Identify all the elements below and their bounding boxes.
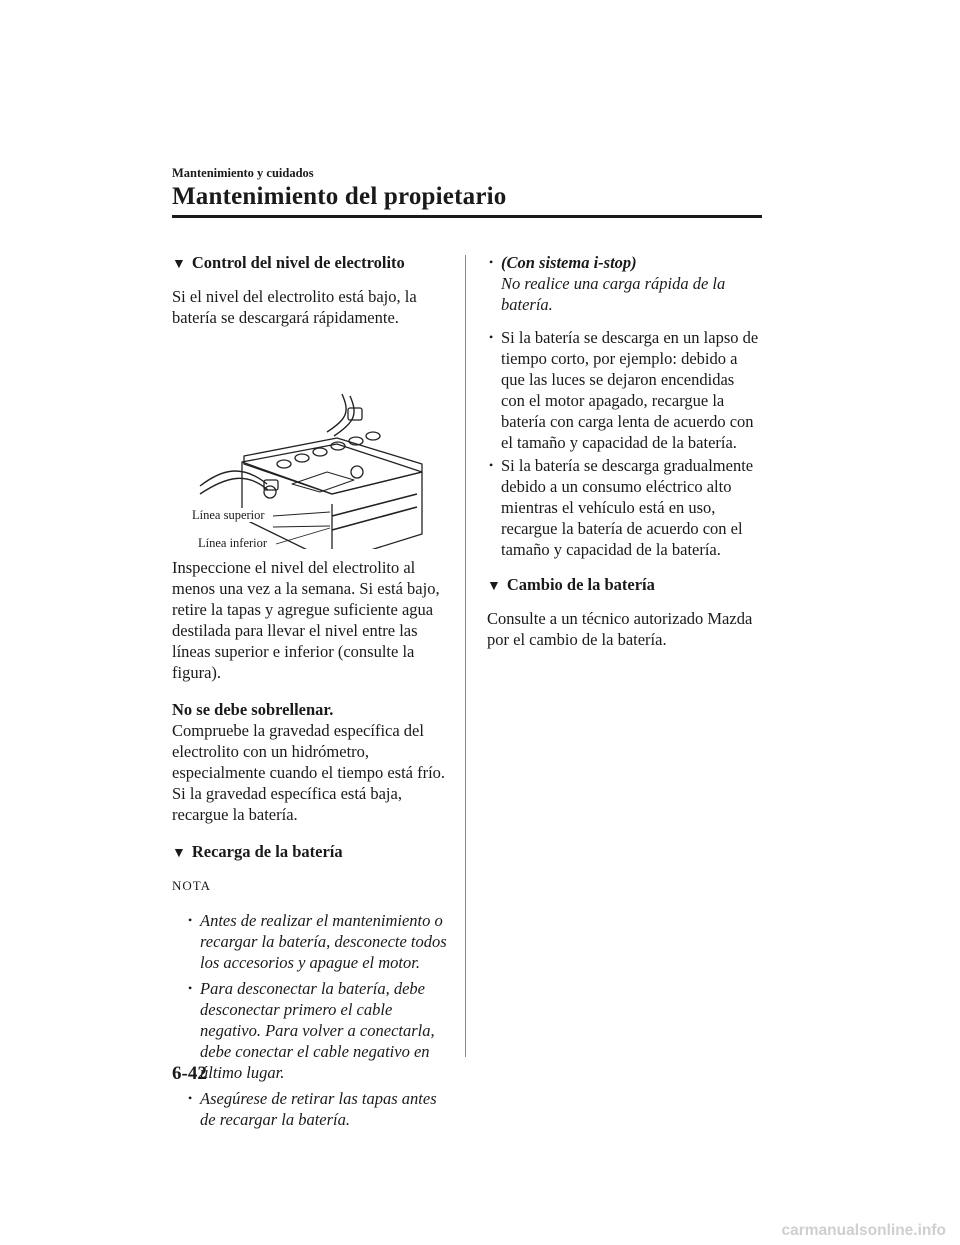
paragraph-inspect: Inspeccione el nivel del electrolito al menos una vez a la semana. Si está bajo, retire la tapas y agregue suficiente agua destilada para llevar el nivel entre las líneas superior e inferior (consulte la figura). <box>172 558 440 682</box>
page-title: Mantenimiento del propietario <box>172 183 507 210</box>
bullet-dot-icon: • <box>489 255 494 269</box>
list-item: • Asegúrese de retirar las tapas antes de recargar la batería. <box>188 1089 437 1129</box>
list-item: • Antes de realizar el mantenimiento o recargar la batería, desconecte todos los accesorios y apague el motor. <box>188 911 447 972</box>
bullet-dot-icon: • <box>188 981 193 995</box>
heading-recharge-text: Recarga de la batería <box>191 842 343 861</box>
bullet-dot-icon: • <box>188 913 193 927</box>
battery-figure <box>172 344 452 549</box>
heading-recharge <box>172 841 452 864</box>
list-item: • Si la batería se descarga en un lapso de tiempo corto, por ejemplo: debido a que las luces se dejaron encendidas con el motor apagado, recargue la batería con carga lenta de acuerdo con el tamaño y capacidad de la batería. <box>489 328 759 452</box>
label-upper-line: Línea superior <box>192 508 265 522</box>
title-rule <box>172 215 762 218</box>
triangle-down-icon: ▼ <box>172 846 186 861</box>
triangle-down-icon: ▼ <box>172 257 186 272</box>
heading-electrolyte-text: Control del nivel de electrolito <box>191 253 405 272</box>
right-column <box>487 252 762 666</box>
watermark: carmanualsonline.info <box>781 1222 946 1239</box>
bullet-dot-icon: • <box>188 1091 193 1105</box>
heading-replacement <box>487 574 762 597</box>
nota-list <box>186 910 452 1130</box>
section-label: Mantenimiento y cuidados <box>172 166 314 180</box>
istop-title: (Con sistema i-stop) <box>501 253 637 272</box>
paragraph-intro: Si el nivel del electrolito está bajo, la batería se descargará rápidamente. <box>172 287 417 327</box>
list-item: • Si la batería se descarga gradualmente debido a un consumo eléctrico alto mientras el vehículo está en uso, recargue la batería de acuerdo con el tamaño y capacidad de la batería. <box>489 456 754 559</box>
warning-overfill: No se debe sobrellenar. <box>172 700 334 719</box>
page-number: 6-42 <box>172 1063 207 1084</box>
list-item: • Para desconectar la batería, debe desconectar primero el cable negativo. Para volver a conectarla, debe conectar el cable negativo en último lugar. <box>188 979 435 1082</box>
left-column <box>172 252 452 1135</box>
recharge-bullets <box>487 327 762 560</box>
heading-replacement-text: Cambio de la batería <box>506 575 655 594</box>
paragraph-replacement: Consulte a un técnico autorizado Mazda por el cambio de la batería. <box>487 609 753 649</box>
list-item <box>487 252 762 315</box>
bullet-dot-icon: • <box>489 458 494 472</box>
bullet-dot-icon: • <box>489 330 494 344</box>
istop-note <box>487 252 762 315</box>
column-divider <box>465 255 466 1057</box>
triangle-down-icon: ▼ <box>487 579 501 594</box>
nota-label: NOTA <box>172 878 212 893</box>
paragraph-hydrometer: Compruebe la gravedad específica del electrolito con un hidrómetro, especialmente cuando el tiempo está frío. Si la gravedad específica está baja, recargue la batería. <box>172 721 446 824</box>
label-lower-line: Línea inferior <box>198 536 268 550</box>
istop-text: No realice una carga rápida de la batería. <box>501 274 726 314</box>
heading-electrolyte <box>172 252 452 275</box>
